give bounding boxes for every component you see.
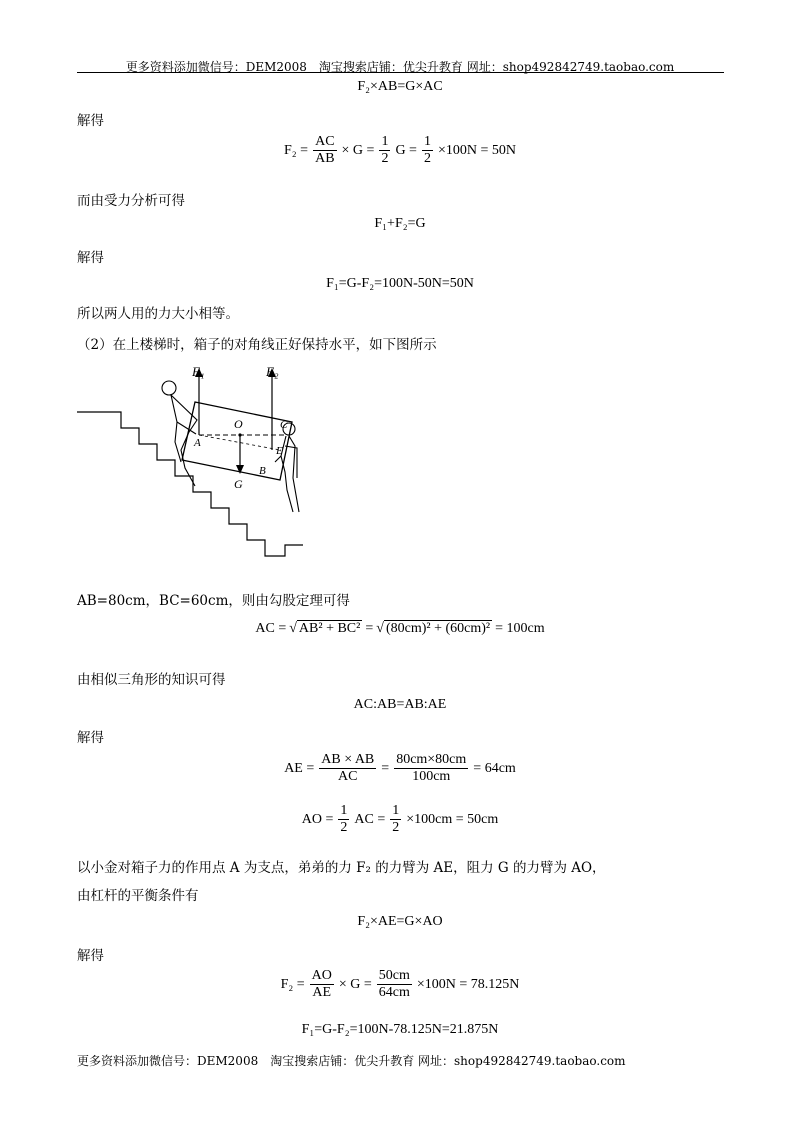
text-jiede-2: 解得: [77, 250, 104, 266]
point-o: [238, 433, 241, 436]
eq8-frac-1: $\frac{1}{2}$: [340, 803, 348, 835]
equation-f1-solution-1: F₁=G-F₂=100N-50N=50N: [326, 276, 474, 291]
label-c: C: [280, 419, 288, 431]
text-fulcrum-line-2: 由杠杆的平衡条件有: [77, 888, 199, 904]
eq10-frac-2: $\frac{50cm}{64cm}$: [378, 968, 410, 1000]
equation-ae: AE = $\frac{AB \times AB}{AC}$ = $\frac{80cm\times 80cm}{100cm}$ = 64cm: [284, 752, 516, 784]
staircase: [77, 412, 303, 556]
text-force-analysis: 而由受力分析可得: [77, 193, 185, 209]
label-e: E: [276, 445, 283, 457]
equation-f1-solution-2: F₁=G-F₂=100N-78.125N=21.875N: [301, 1022, 499, 1037]
equation-lever-balance-2: F₂×AE=G×AO: [357, 914, 443, 929]
text-part-2-intro: （2）在上楼梯时，箱子的对角线正好保持水平，如下图所示: [77, 337, 437, 353]
stairs-box-diagram: [77, 362, 317, 557]
text-fulcrum-line-1: 以小金对箱子力的作用点 A 为支点，弟弟的力 F₂ 的力臂为 AE，阻力 G 的力臂为 AO，: [77, 860, 606, 876]
label-f2: F₂: [266, 364, 279, 379]
eq2-frac-3: $\frac{1}{2}$: [423, 134, 431, 166]
text-similar-triangles: 由相似三角形的知识可得: [77, 672, 226, 688]
page-header: 更多资料添加微信号：DEM2008 淘宝搜索店铺：优尖升教育 网址：shop492842749.taobao.com: [125, 60, 675, 74]
eq2-frac-1: $\frac{AC}{AB}$: [315, 134, 335, 166]
label-g: G: [234, 477, 243, 491]
equation-f2-solution-2: F₂ = $\frac{AO}{AE}$ × G = $\frac{50cm}{64cm}$ ×100N = 78.125N: [280, 968, 520, 1000]
eq7-frac-1: $\frac{AB \times AB}{AC}$: [321, 752, 375, 784]
eq7-frac-2: $\frac{80cm\times 80cm}{100cm}$: [396, 752, 467, 784]
text-pythagoras-intro: AB=80cm，BC=60cm，则由勾股定理可得: [77, 593, 350, 609]
header-divider: [77, 72, 724, 73]
page-footer: 更多资料添加微信号：DEM2008 淘宝搜索店铺：优尖升教育 网址：shop492842749.taobao.com: [77, 1054, 626, 1068]
label-o: O: [234, 417, 243, 431]
eq8-frac-2: $\frac{1}{2}$: [392, 803, 400, 835]
eq10-frac-1: $\frac{AO}{AE}$: [311, 968, 332, 1000]
eq2-lhs: F₂ =: [284, 142, 309, 158]
equation-ao: AO = $\frac{1}{2}$ AC = $\frac{1}{2}$ ×100cm = 50cm: [301, 803, 499, 835]
equation-ac-pythagoras: AC = √ AB² + BC² = √ (80cm)² + (60cm)² = 100cm: [255, 620, 545, 636]
equation-ratio: AC:AB=AB:AE: [353, 697, 447, 712]
equation-f2-solution-1: F₂ = $\frac{AC}{AB}$ × G = $\frac{1}{2}$ G = $\frac{1}{2}$ ×100N = 50N: [284, 134, 516, 166]
person-left-head: [162, 381, 176, 395]
label-f1: F₁: [192, 364, 205, 379]
label-b: B: [259, 465, 266, 477]
equation-lever-balance-1: F₂×AB=G×AC: [357, 79, 443, 94]
equation-force-sum: F₁+F₂=G: [374, 216, 426, 231]
text-jiede-1: 解得: [77, 113, 104, 129]
text-jiede-4: 解得: [77, 948, 104, 964]
text-jiede-3: 解得: [77, 730, 104, 746]
label-a: A: [194, 437, 201, 449]
text-conclusion-equal: 所以两人用的力大小相等。: [77, 306, 239, 322]
eq2-frac-2: $\frac{1}{2}$: [381, 134, 389, 166]
